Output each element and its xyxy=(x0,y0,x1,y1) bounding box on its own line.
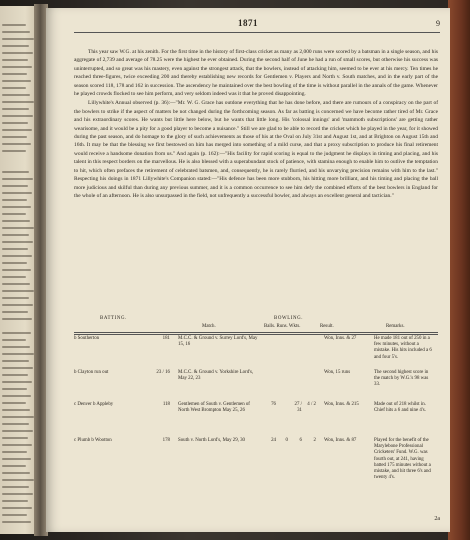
left-page-text-line xyxy=(2,101,34,103)
match: M.C.C. & Ground v. Yorkshire Lord's, May 22, 23 xyxy=(178,370,254,382)
left-page-text-line xyxy=(2,514,27,516)
table-row xyxy=(74,402,438,438)
result-column-header: Result. xyxy=(320,324,334,329)
left-page-text-line xyxy=(2,87,26,89)
batsman-dismissal: c Plumb b Wootton xyxy=(74,438,112,443)
left-page-text-line xyxy=(2,360,29,362)
bowling-column-header: Balls. Runs. Wkts. xyxy=(264,324,301,329)
left-page-text-line xyxy=(2,73,27,75)
left-page-text-line xyxy=(2,465,26,467)
left-page-text-line xyxy=(2,38,34,40)
bowling-heading: BOWLING. xyxy=(274,316,304,321)
left-page-text-line xyxy=(2,129,32,131)
left-page-text-line xyxy=(2,297,29,299)
left-page-text-line xyxy=(2,94,30,96)
remarks-column-header: Remarks. xyxy=(386,324,405,329)
remarks: The second highest score in the match by W.G.'s 98 was 33. xyxy=(374,370,429,388)
remarks: He made 181 out of 250 in a few minutes, without a mistake. His hits included a 6 and four 5's. xyxy=(374,336,432,360)
remarks: Made out of 218 whilst in. Chief hits a 6 and nine 4's. xyxy=(374,402,426,414)
book-cover-edge xyxy=(448,0,470,540)
left-page-text-line xyxy=(2,458,31,460)
left-page-text-line xyxy=(2,241,33,243)
left-page-text-line xyxy=(2,409,30,411)
left-page-text-line xyxy=(2,430,33,432)
left-page-text-line xyxy=(2,143,31,145)
left-page-text-line xyxy=(2,269,31,271)
left-page-text-line xyxy=(2,213,26,215)
left-page-text-line xyxy=(2,206,31,208)
left-page-text-line xyxy=(2,192,32,194)
match: South v. North Lord's, May 29, 30 xyxy=(178,438,245,443)
right-page xyxy=(46,8,450,532)
score: 23 / 16 xyxy=(156,370,170,375)
batting-table xyxy=(74,316,438,481)
wickets: 2 xyxy=(313,438,316,443)
left-page-text-line xyxy=(2,31,30,33)
left-page-text-line xyxy=(2,423,29,425)
left-page-text-line xyxy=(2,500,28,502)
left-page-text-line xyxy=(2,339,26,341)
result: Won, Inns. & 27 xyxy=(324,336,357,341)
left-page-text-line xyxy=(2,59,28,61)
left-page-text-line xyxy=(2,395,31,397)
header-rule xyxy=(74,32,440,33)
left-page-text-line xyxy=(2,115,33,117)
left-page-text-line xyxy=(2,507,32,509)
left-page-text-line xyxy=(2,388,27,390)
paragraph: This year saw W.G. at his zenith. For the first time in the history of first-class cricket as many as 2,000 runs were scored by a batsman in a single season, and his aggregate of 2,739 and average of 78.25 were the highest he ever obtained. During the second half of June he had a run of small scores, but otherwise his success was uninterrupted, and so great was his mastery, even against the strongest attack, that the bowlers, instead of attacking him, seemed to be ever at his mercy. Ten times he reached three-figures, twice exceeding 200 and thereby establishing new records for Gentlemen v. Players and North v. South matches, and in the early part of the season scored 118, 178 and 162 in succession. The ascendency he maintained over the best bowling of the time is without parallel in the annals of the game. Whenever he played crowds flocked to see him perform, and very seldom indeed was it that he proved disappointing. xyxy=(74,49,438,98)
left-page-text-line xyxy=(2,290,34,292)
maidens: 0 xyxy=(285,438,288,443)
left-page-text-line xyxy=(2,346,30,348)
left-page-text-line xyxy=(2,45,29,47)
left-page-text-line xyxy=(2,402,26,404)
left-page-text-line xyxy=(2,311,28,313)
left-page-text-line xyxy=(2,24,26,26)
left-page-text-line xyxy=(2,136,27,138)
score: 178 xyxy=(162,438,170,443)
left-page-text-line xyxy=(2,444,32,446)
table-row xyxy=(74,336,438,370)
left-page-text-line xyxy=(2,150,26,152)
result: Won, Inns. & 87 xyxy=(324,438,357,443)
left-page-text-line xyxy=(2,353,34,355)
balls: 24 xyxy=(271,438,276,443)
runs: 27 / 31 xyxy=(294,402,302,414)
table-rule xyxy=(74,334,438,335)
batsman-dismissal: b Clayton run out xyxy=(74,370,109,375)
balls: 76 xyxy=(271,402,276,407)
left-page-text-line xyxy=(2,220,30,222)
left-page-text-line xyxy=(2,451,27,453)
left-page-text-line xyxy=(2,248,28,250)
left-page-text-line xyxy=(2,381,32,383)
left-page-text-line xyxy=(2,185,28,187)
batting-heading: BATTING. xyxy=(100,316,127,321)
left-page-text-line xyxy=(2,171,29,173)
left-page-text-line xyxy=(2,374,28,376)
match: Gentlemen of South v. Gentlemen of North West Brompton May 25, 26 xyxy=(178,402,250,414)
left-page-text-line xyxy=(2,227,34,229)
page-heading-year: 1871 xyxy=(238,18,258,28)
score: 118 xyxy=(162,402,170,407)
result: Won, Inns. & 215 xyxy=(324,402,359,407)
remarks: Played for the benefit of the Marylebone Professional Cricketers' Fund. W.G. was fourth out, at 241, having batted 175 minutes without a mistake, and hit three 6's and twenty 4's. xyxy=(374,438,431,481)
left-page-text-line xyxy=(2,52,33,54)
score: 181 xyxy=(162,336,170,341)
left-page-text-line xyxy=(2,199,27,201)
left-page-text-line xyxy=(2,178,33,180)
left-page-text-line xyxy=(2,479,34,481)
left-page-text-line xyxy=(2,318,32,320)
left-page-text-line xyxy=(2,276,26,278)
left-page-text-line xyxy=(2,122,28,124)
left-page-text-line xyxy=(2,304,33,306)
batsman-dismissal: b Southerton xyxy=(74,336,100,341)
match-column-header: Match. xyxy=(202,324,216,329)
wickets: 4 / 2 xyxy=(307,402,316,407)
left-page-text-line xyxy=(2,521,31,523)
runs: 6 xyxy=(299,438,302,443)
left-page-text-line xyxy=(2,367,33,369)
left-page-text-line xyxy=(2,472,30,474)
left-page-text-line xyxy=(2,332,31,334)
match: M.C.C. & Ground v. Surrey Lord's, May 15, 16 xyxy=(178,336,258,348)
page-number: 9 xyxy=(436,19,440,28)
left-page-text-line xyxy=(2,493,33,495)
result: Won, 15 runs xyxy=(324,370,351,375)
batsman-dismissal: c Denver b Appleby xyxy=(74,402,114,407)
left-page-text-line xyxy=(2,262,27,264)
left-page-edge xyxy=(0,6,36,534)
table-header xyxy=(74,316,438,336)
left-page-text-line xyxy=(2,66,32,68)
left-page-text-line xyxy=(2,283,30,285)
left-page-text-line xyxy=(2,80,31,82)
left-page-text-line xyxy=(2,108,29,110)
table-row xyxy=(74,438,438,481)
left-page-text-line xyxy=(2,486,29,488)
table-row xyxy=(74,370,438,402)
left-page-text-line xyxy=(2,234,29,236)
body-text xyxy=(74,48,438,201)
printer-signature: 2a xyxy=(434,516,440,522)
left-page-text-line xyxy=(2,416,34,418)
left-page-text-line xyxy=(2,255,32,257)
table-rule xyxy=(74,332,438,333)
paragraph: Lillywhite's Annual observed (p. 36):—"Mr. W. G. Grace has outdone everything that he has done before, and there are rumours of a conspiracy on the part of the bowlers to strike if the aspect of matters be not changed during the forthcoming season. As far as batting is concerned we have become rather tired of Mr. Grace and his extraordinary scores. He wants but little here below, but he wants that little long. His 'colossal innings' and 'mammoth subscriptions' are getting rather wearisome, and it would be a pity for a good player to become a nuisance." Still we are glad to be able to record the cricket which he played in the year, for it showed during the past season, and do homage to the glory of such achievements as those of his at the Oval on July 31st and August 1st, and at Brighton on August 15th and 16th. It may be that the blessing we first bestowed on him has merged into something of a mild curse, and that a proxy subscription to produce his final retirement would receive a handsome donation from us." And again (p. 162):—"His facility for rapid scoring is equal to the judgment he displays in timing and placing, and his talent in this respect borders on the marvellous. He is also blessed with a superabundant stock of patience, with stamina enough to enable him to outlive the temptation to hit, which often prefaces the retirement of celebrated batsmen, and, consequently, he is rarely flurried, and his unvarying precision remains with him to the last." Respecting his doings in 1871 Lillywhite's Companion stated:—"His defence has been more stubborn, his hitting more brilliant, and his timing and placing the ball more judicious and skilful than during any previous summer, and it is a common occurrence to see him defy the combined efforts of the best bowlers in England for the whole of an afternoon. He is also unsurpassed in the field, not unfrequently a successful bowler, and always an excellent general and tactician." xyxy=(74,100,438,199)
left-page-text-line xyxy=(2,437,28,439)
